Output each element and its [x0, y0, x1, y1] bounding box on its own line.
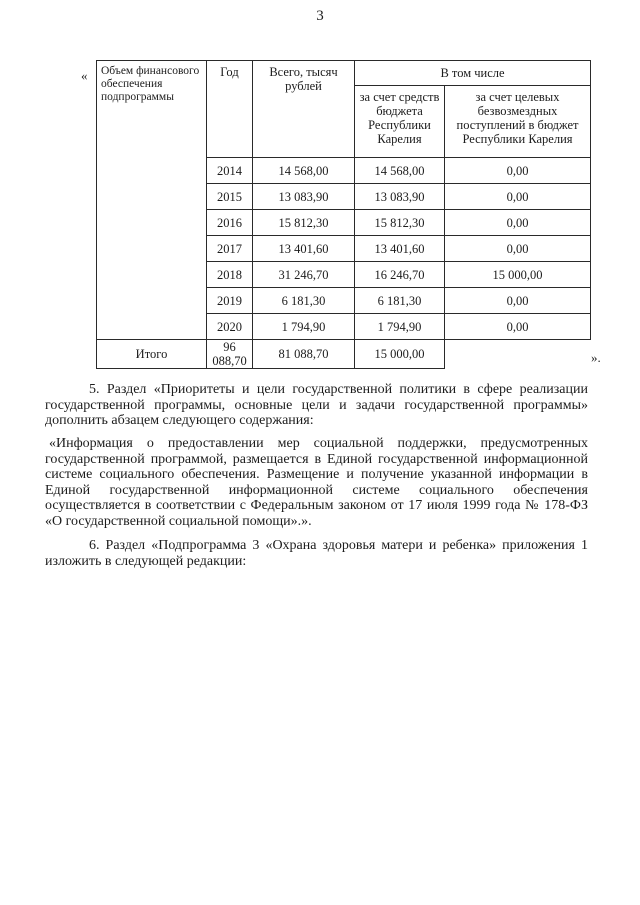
- targeted-cell: 0,00: [445, 158, 591, 184]
- financing-table: [96, 60, 591, 369]
- paragraph-6-text: 6. Раздел «Подпрограмма 3 «Охрана здоровья матери и ребенка» приложения 1 изложить в следующей редакции:: [45, 538, 588, 569]
- header-including: В том числе: [355, 61, 591, 86]
- targeted-cell: 0,00: [445, 236, 591, 262]
- targeted-cell: 15 000,00: [445, 262, 591, 288]
- budget-cell: 13 083,90: [355, 184, 445, 210]
- grand-total-cell: 96 088,70: [207, 340, 253, 369]
- table-label-cell: Объем финансового обеспечения подпрограммы: [97, 61, 207, 340]
- year-cell: 2018: [207, 262, 253, 288]
- header-year: Год: [207, 61, 253, 158]
- paragraph-5-quote-text: «Информация о предоставлении мер социальной поддержки, предусмотренных государственной программой, размещается в Единой государственной информационной системе социального обеспечения. Размещение и получение указанной информации в Единой государственной информационной системе социального обеспечения осуществляется в соответствии с Федеральным законом от 17 июля 1999 года № 178-ФЗ «О государственной социальной помощи».».: [45, 436, 588, 529]
- paragraph-6: [45, 538, 588, 569]
- total-cell: 31 246,70: [253, 262, 355, 288]
- paragraph-5: [45, 382, 588, 429]
- budget-cell: 1 794,90: [355, 314, 445, 340]
- paragraph-5-text: 5. Раздел «Приоритеты и цели государственной политики в сфере реализации государственной программы, основные цели и задачи государственной программы» дополнить абзацем следующего содержания:: [45, 382, 588, 428]
- opening-quote: «: [81, 68, 88, 83]
- header-targeted: за счет целевых безвозмездных поступлений в бюджет Республики Карелия: [445, 86, 591, 158]
- targeted-cell: 0,00: [445, 288, 591, 314]
- budget-cell: 6 181,30: [355, 288, 445, 314]
- budget-total-cell: 81 088,70: [253, 340, 355, 369]
- targeted-cell: 0,00: [445, 314, 591, 340]
- page-number: 3: [316, 8, 324, 24]
- total-cell: 15 812,30: [253, 210, 355, 236]
- budget-cell: 16 246,70: [355, 262, 445, 288]
- year-cell: 2020: [207, 314, 253, 340]
- targeted-cell: 0,00: [445, 210, 591, 236]
- year-cell: 2017: [207, 236, 253, 262]
- budget-cell: 14 568,00: [355, 158, 445, 184]
- header-budget: за счет средств бюджета Республики Карелия: [355, 86, 445, 158]
- total-cell: 1 794,90: [253, 314, 355, 340]
- year-cell: 2014: [207, 158, 253, 184]
- closing-quote: ».: [591, 350, 601, 365]
- total-cell: 13 083,90: [253, 184, 355, 210]
- year-cell: 2016: [207, 210, 253, 236]
- budget-cell: 13 401,60: [355, 236, 445, 262]
- total-cell: 14 568,00: [253, 158, 355, 184]
- header-total: Всего, тысяч рублей: [253, 61, 355, 158]
- budget-cell: 15 812,30: [355, 210, 445, 236]
- targeted-total-cell: 15 000,00: [355, 340, 445, 369]
- total-cell: 13 401,60: [253, 236, 355, 262]
- table-total-row: [97, 340, 591, 369]
- total-label-cell: Итого: [97, 340, 207, 369]
- targeted-cell: 0,00: [445, 184, 591, 210]
- year-cell: 2015: [207, 184, 253, 210]
- year-cell: 2019: [207, 288, 253, 314]
- paragraph-5-quote: [45, 436, 588, 529]
- total-cell: 6 181,30: [253, 288, 355, 314]
